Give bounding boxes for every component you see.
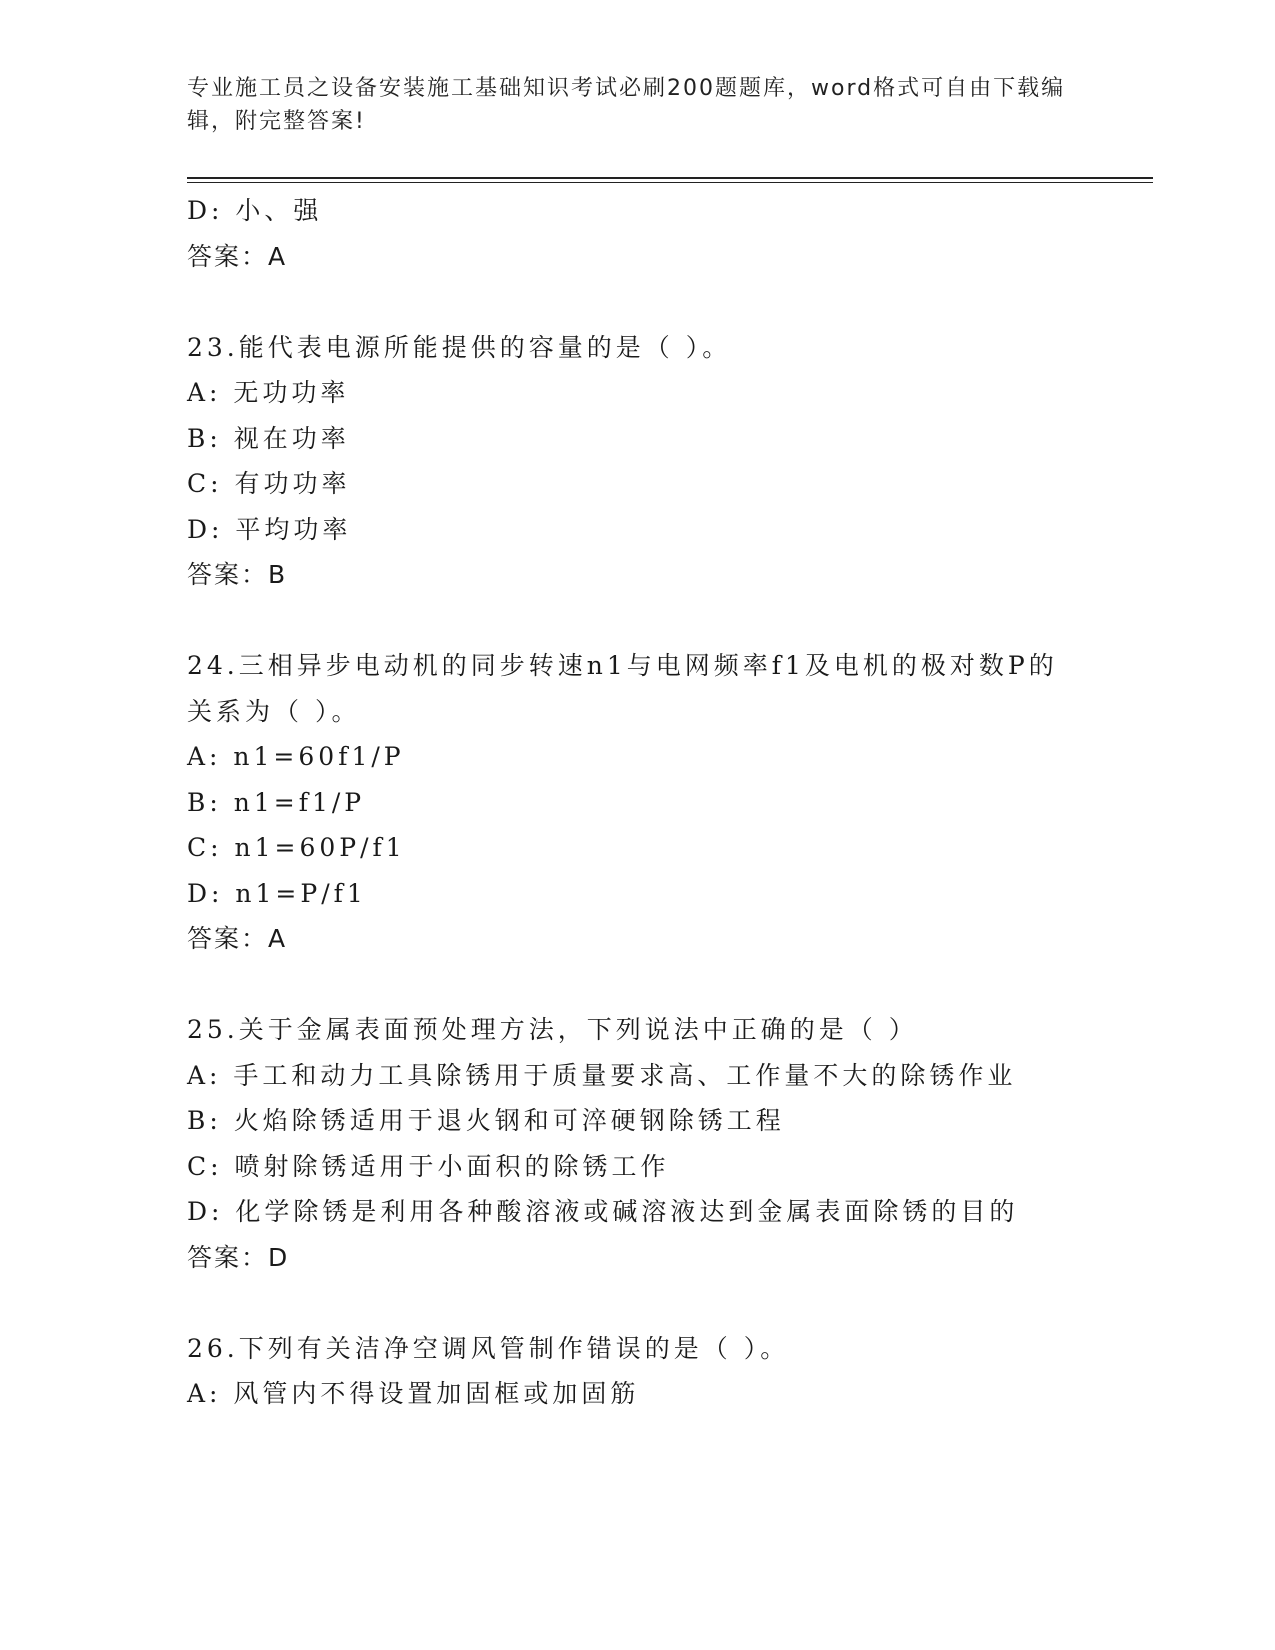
option-c: C: n1=60P/f1 (187, 833, 406, 862)
option-d: D: n1=P/f1 (187, 878, 367, 908)
option-d: D: 平均功率 (187, 514, 352, 544)
option-a: A: 无功功率 (187, 378, 350, 407)
option-b: B: 火焰除锈适用于退火钢和可淬硬钢除锈工程 (187, 1106, 785, 1135)
option-a: A: 风管内不得设置加固框或加固筋 (187, 1379, 640, 1408)
option-d: D: 化学除锈是利用各种酸溶液或碱溶液达到金属表面除锈的目的 (187, 1197, 1019, 1226)
question-list (187, 188, 1087, 1417)
question-text: 23.能代表电源所能提供的容量的是（ ）。 (187, 332, 732, 362)
question-text: 25.关于金属表面预处理方法，下列说法中正确的是（ ） (187, 1015, 918, 1044)
question-fragment (187, 188, 1087, 279)
question-text: 26.下列有关洁净空调风管制作错误的是（ ）。 (187, 1333, 790, 1363)
header-divider-thin (187, 182, 1153, 183)
option-c: C: 喷射除锈适用于小面积的除锈工作 (187, 1151, 670, 1181)
document-header (187, 72, 1067, 138)
answer-label: 答案：A (187, 924, 288, 953)
question-text: 24.三相异步电动机的同步转速n1与电网频率f1及电机的极对数P的关系为（ ）。 (187, 651, 1058, 726)
option-c: C: 有功功率 (187, 469, 351, 498)
question-24 (187, 643, 1087, 962)
question-23 (187, 325, 1087, 598)
answer-label: 答案：A (187, 241, 288, 271)
option-b: B: 视在功率 (187, 423, 350, 453)
header-divider-thick (187, 177, 1153, 179)
option-a: A: 手工和动力工具除锈用于质量要求高、工作量不大的除锈作业 (187, 1060, 1017, 1090)
answer-label: 答案：B (187, 560, 288, 589)
option-d: D: 小、强 (187, 196, 323, 225)
question-25 (187, 1007, 1087, 1280)
question-26 (187, 1326, 1087, 1417)
option-b: B: n1=f1/P (187, 787, 366, 817)
option-a: A: n1=60f1/P (187, 742, 405, 771)
document-title: 专业施工员之设备安装施工基础知识考试必刷200题题库，word格式可自由下载编辑，附完整答案! (187, 76, 1066, 134)
answer-label: 答案：D (187, 1242, 290, 1272)
